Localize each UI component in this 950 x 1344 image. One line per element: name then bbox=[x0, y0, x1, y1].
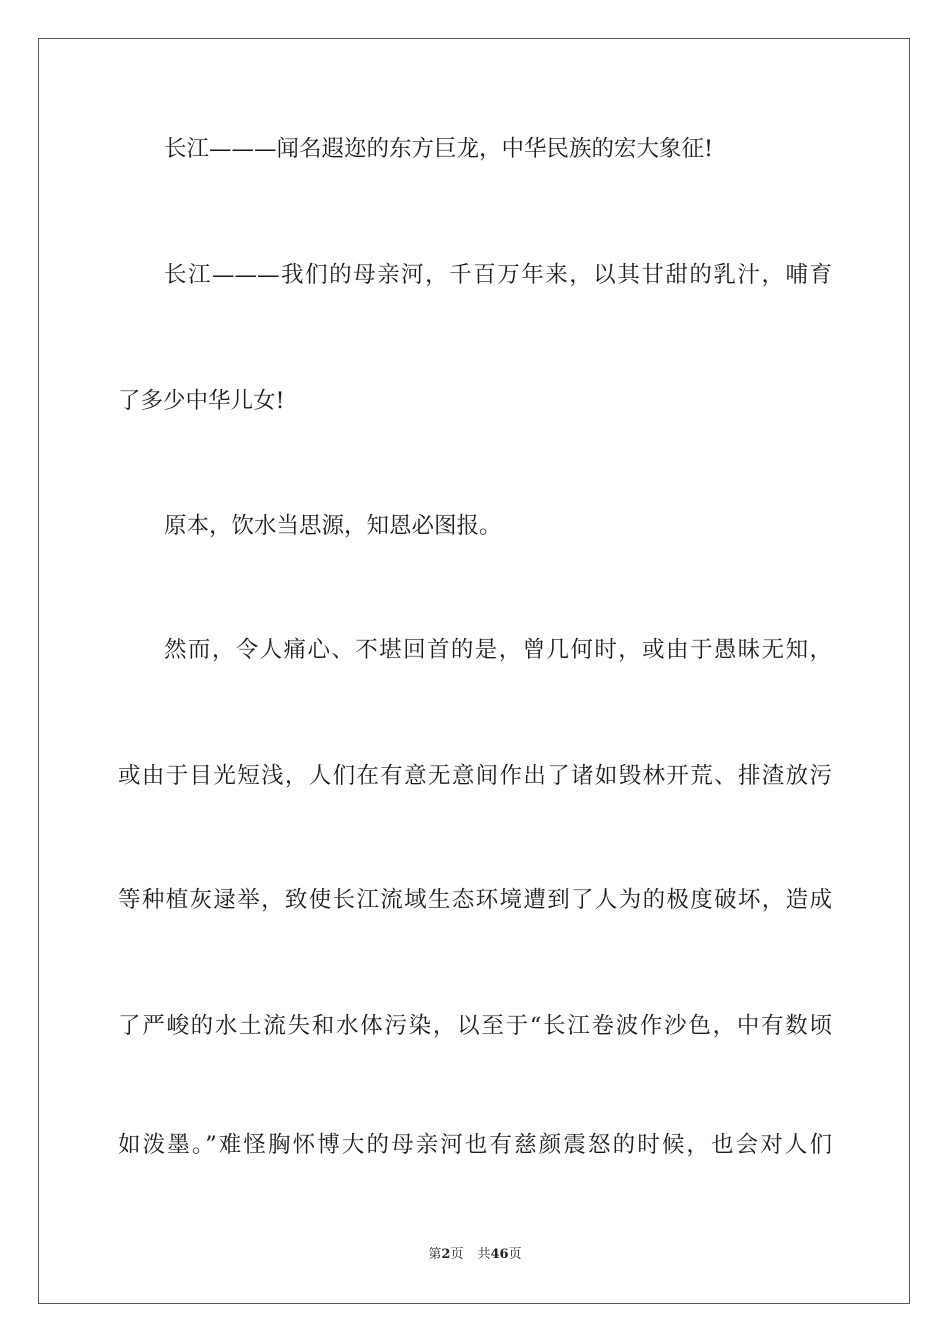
page-prefix: 第 bbox=[428, 1247, 442, 1262]
page-unit: 页 bbox=[450, 1247, 464, 1262]
total-prefix: 共 bbox=[477, 1247, 491, 1262]
total-pages: 46 bbox=[490, 1247, 509, 1262]
paragraph-line: 原本，饮水当思源，知恩必图报。 bbox=[164, 513, 502, 539]
paragraph-line: 或由于目光短浅，人们在有意无意间作出了诸如毁林开荒、排渣放污 bbox=[118, 763, 832, 789]
paragraph-line: 如泼墨。”难怪胸怀博大的母亲河也有慈颜震怒的时候，也会对人们 bbox=[118, 1132, 832, 1158]
paragraph-line: 长江———闻名遐迩的东方巨龙，中华民族的宏大象征! bbox=[164, 136, 714, 162]
paragraph-line: 然而，令人痛心、不堪回首的是，曾几何时，或由于愚昧无知， bbox=[164, 637, 832, 663]
page-border bbox=[38, 38, 910, 1304]
total-unit: 页 bbox=[508, 1247, 522, 1262]
paragraph-line: 长江———我们的母亲河，千百万年来，以其甘甜的乳汁，哺育 bbox=[164, 262, 832, 288]
page-number: 2 bbox=[441, 1247, 451, 1262]
paragraph-line: 了严峻的水土流失和水体污染，以至于“长江卷波作沙色，中有数顷 bbox=[118, 1013, 832, 1039]
paragraph-line: 了多少中华儿女! bbox=[118, 388, 285, 414]
paragraph-line: 等种植灰逯举，致使长江流域生态环境遭到了人为的极度破坏，造成 bbox=[118, 887, 832, 913]
page-footer bbox=[0, 1246, 950, 1264]
